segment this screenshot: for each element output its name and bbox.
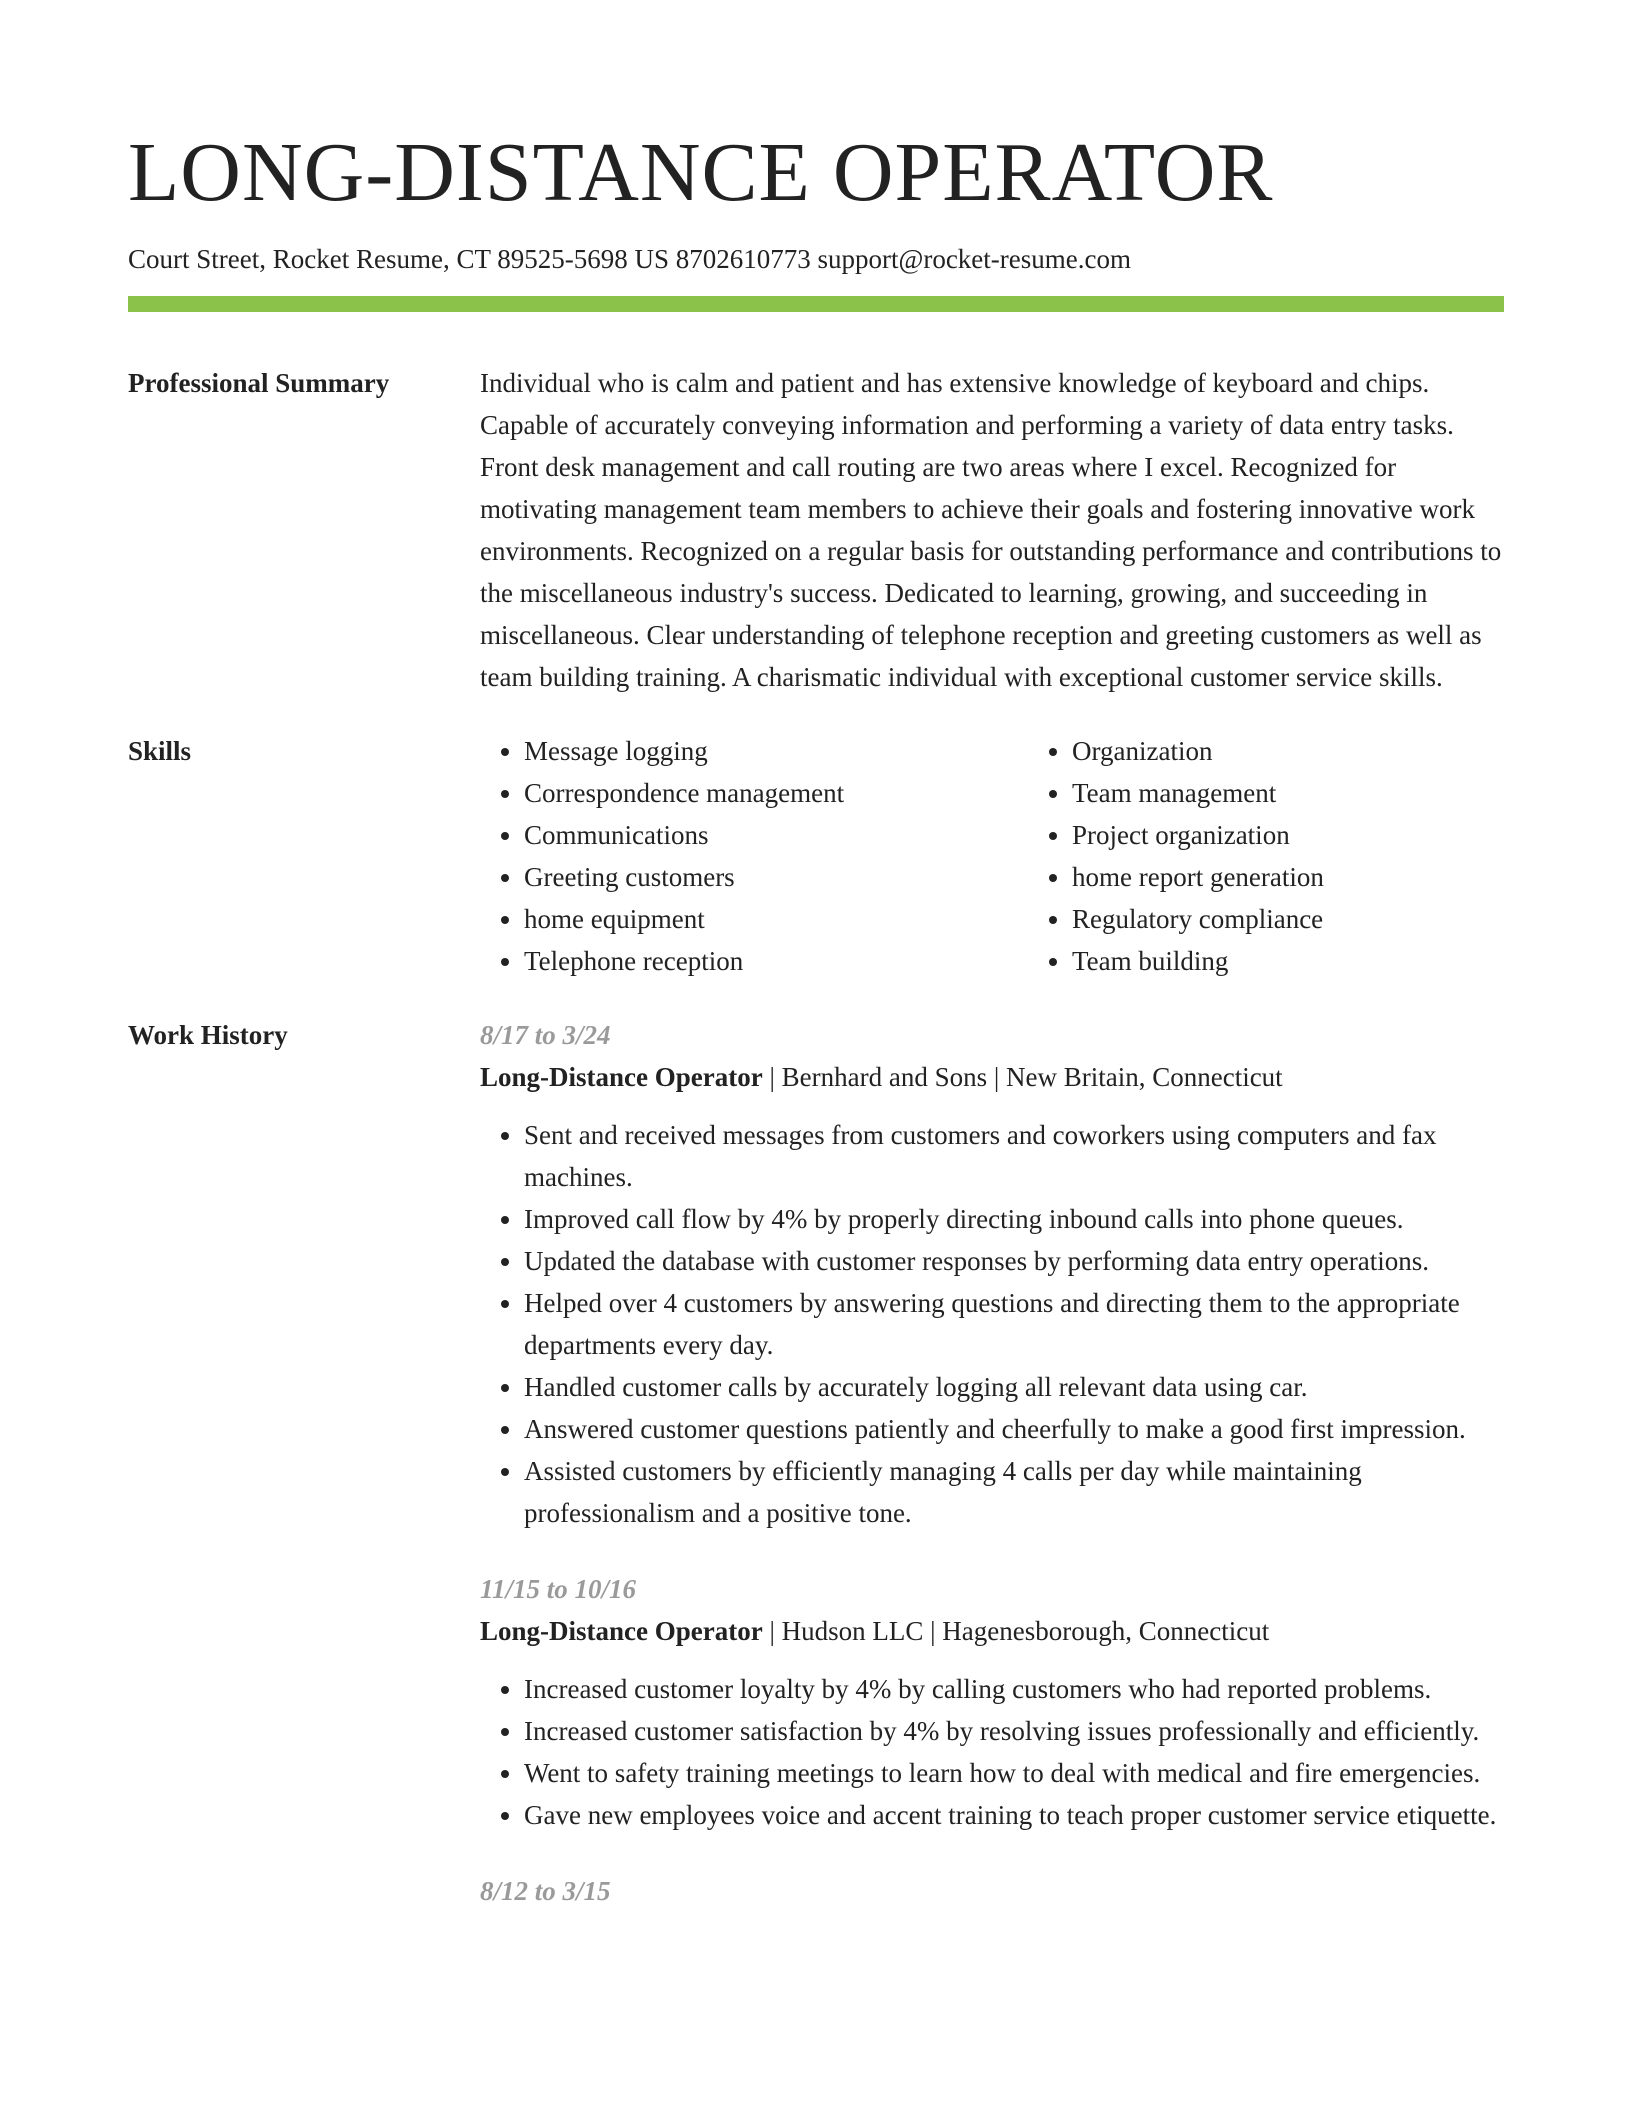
skill-item: • Regulatory compliance	[1072, 898, 1576, 940]
job-entry	[480, 1014, 1504, 1534]
job-company-location: | Hudson LLC | Hagenesborough, Connecticut	[762, 1616, 1270, 1646]
professional-summary-section	[128, 362, 1504, 698]
skill-item: • Correspondence management	[524, 772, 1028, 814]
job-duty: • Answered customer questions patiently and cheerfully to make a good first impression.	[524, 1408, 1504, 1450]
job-duty: • Helped over 4 customers by answering questions and directing them to the appropriate departments every day.	[524, 1282, 1504, 1366]
skill-item: • Message logging	[524, 730, 1028, 772]
accent-divider	[128, 296, 1504, 312]
summary-text: Individual who is calm and patient and has extensive knowledge of keyboard and chips. Capable of accurately conveying information and performing a variety of data entry tasks. Front desk management and call routing are two areas where I excel. Recognized for motivating management team members to achieve their goals and fostering innovative work environments. Recognized on a regular basis for outstanding performance and contributions to the miscellaneous industry's success. Dedicated to learning, growing, and succeeding in miscellaneous. Clear understanding of telephone reception and greeting customers as well as team building training. A charismatic individual with exceptional customer service skills.	[480, 368, 1502, 692]
job-duty: • Improved call flow by 4% by properly directing inbound calls into phone queues.	[524, 1198, 1504, 1240]
job-dates: 8/17 to 3/24	[480, 1020, 611, 1050]
skill-item: • home report generation	[1072, 856, 1576, 898]
section-label-skills: Skills	[128, 736, 192, 766]
contact-info: Court Street, Rocket Resume, CT 89525-5698 US 8702610773 support@rocket-resume.com	[128, 244, 1131, 274]
job-duty: • Sent and received messages from customers and coworkers using computers and fax machines.	[524, 1114, 1504, 1198]
skills-list-right	[1028, 730, 1576, 982]
job-heading	[480, 1056, 1504, 1098]
skill-item: • Telephone reception	[524, 940, 1028, 982]
section-label-summary: Professional Summary	[128, 368, 390, 398]
job-heading	[480, 1610, 1504, 1652]
job-duties-list	[480, 1668, 1504, 1836]
job-duty: • Gave new employees voice and accent training to teach proper customer service etiquette.	[524, 1794, 1504, 1836]
job-duty: • Updated the database with customer responses by performing data entry operations.	[524, 1240, 1504, 1282]
job-duty: • Handled customer calls by accurately logging all relevant data using car.	[524, 1366, 1504, 1408]
skill-item: • Team management	[1072, 772, 1576, 814]
skills-section	[128, 730, 1504, 982]
work-history-section	[128, 1014, 1504, 1946]
job-duty: • Assisted customers by efficiently managing 4 calls per day while maintaining professionalism and a positive tone.	[524, 1450, 1504, 1534]
job-duties-list	[480, 1114, 1504, 1534]
job-dates: 8/12 to 3/15	[480, 1876, 611, 1906]
skill-item: • home equipment	[524, 898, 1028, 940]
job-duty: • Increased customer loyalty by 4% by calling customers who had reported problems.	[524, 1668, 1504, 1710]
section-label-work-history: Work History	[128, 1020, 288, 1050]
job-company-location: | Bernhard and Sons | New Britain, Connecticut	[762, 1062, 1283, 1092]
skill-item: • Greeting customers	[524, 856, 1028, 898]
skills-list-left	[480, 730, 1028, 982]
skill-item: • Project organization	[1072, 814, 1576, 856]
skill-item: • Team building	[1072, 940, 1576, 982]
job-duty: • Increased customer satisfaction by 4% by resolving issues professionally and efficiently.	[524, 1710, 1504, 1752]
job-entry	[480, 1568, 1504, 1836]
job-duty: • Went to safety training meetings to learn how to deal with medical and fire emergencies.	[524, 1752, 1504, 1794]
resume-page	[128, 0, 1504, 1946]
job-entry	[480, 1870, 1504, 1912]
job-dates: 11/15 to 10/16	[480, 1574, 637, 1604]
skill-item: • Organization	[1072, 730, 1576, 772]
job-title: Long-Distance Operator	[480, 1616, 763, 1646]
job-title: Long-Distance Operator	[480, 1062, 763, 1092]
resume-title: LONG-DISTANCE OPERATOR	[128, 126, 1274, 219]
skill-item: • Communications	[524, 814, 1028, 856]
